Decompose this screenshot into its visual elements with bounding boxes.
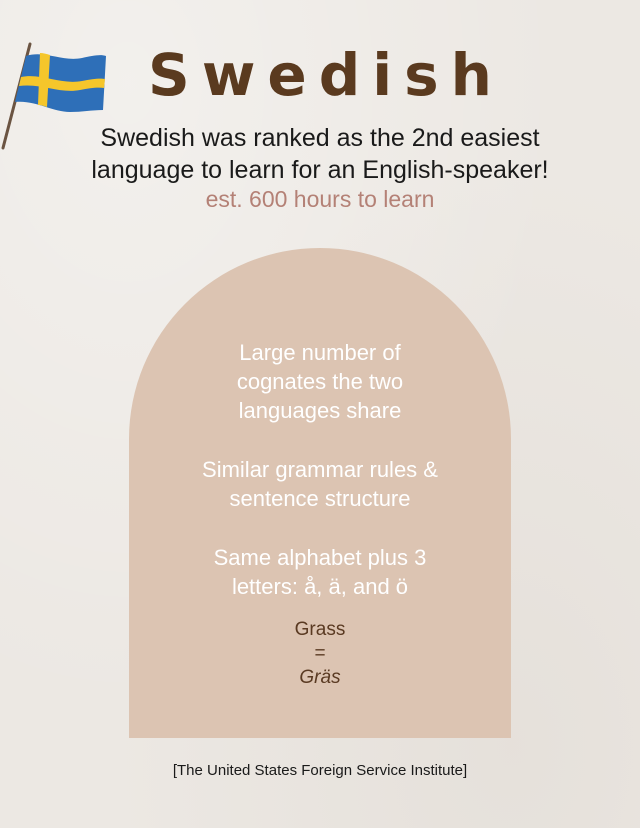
- reason-item-grammar: [129, 455, 511, 513]
- reason-line: cognates the two: [236, 369, 404, 394]
- example-equals-sign: =: [314, 643, 326, 664]
- subtitle-line: Swedish was ranked as the 2nd easiest: [100, 124, 540, 152]
- reason-line: letters: å, ä, and ö: [231, 574, 409, 599]
- reason-item-alphabet: [129, 543, 511, 601]
- page-title: Swedish: [148, 41, 504, 109]
- reason-line: sentence structure: [229, 486, 411, 511]
- subtitle-line: language to learn for an English-speaker!: [91, 156, 549, 184]
- reason-line: languages share: [238, 398, 402, 423]
- reason-line: Same alphabet plus 3: [213, 545, 427, 570]
- source-citation: [The United States Foreign Service Institute]: [172, 762, 468, 779]
- hours-estimate: est. 600 hours to learn: [205, 186, 435, 212]
- reason-item-cognates: [129, 338, 511, 425]
- example-swedish-word: Gräs: [299, 667, 341, 688]
- reasons-list: [129, 338, 511, 631]
- reason-line: Large number of: [239, 340, 401, 365]
- example-english-word: Grass: [294, 619, 346, 640]
- subtitle: [0, 122, 640, 186]
- word-example: [129, 618, 511, 690]
- reason-line: Similar grammar rules &: [202, 457, 438, 482]
